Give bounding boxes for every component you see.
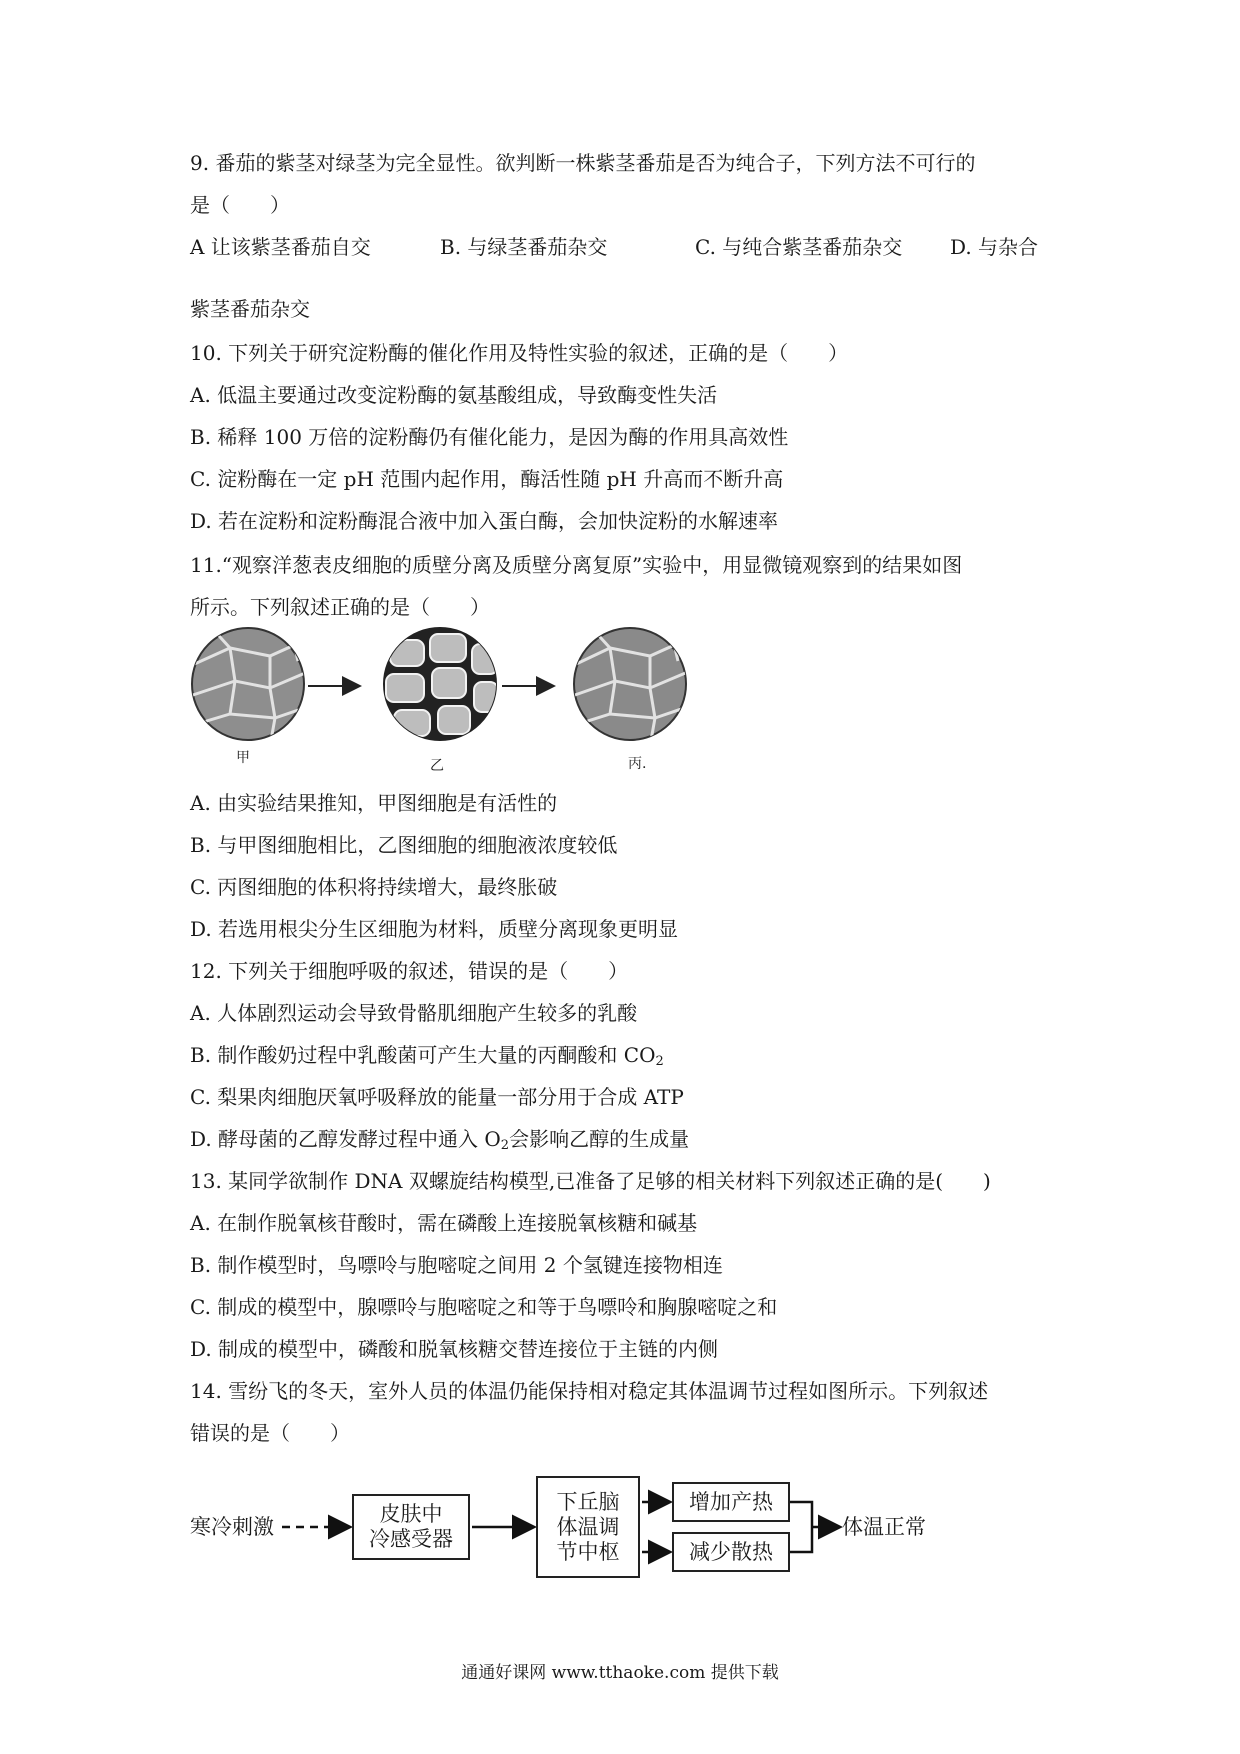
q14-stem-line1: 14. 雪纷飞的冬天，室外人员的体温仍能保持相对稳定其体温调节过程如图所示。下列叙述 (190, 1379, 989, 1403)
micrograph-svg (190, 626, 720, 776)
merge-bracket (790, 1502, 812, 1552)
q12-option-b-subscript: 2 (655, 1054, 664, 1069)
normal-temperature-label: 体温正常 (842, 1515, 926, 1539)
center-line3: 节中枢 (556, 1539, 620, 1564)
q12-option-b-text: B. 制作酸奶过程中乳酸菌可产生大量的丙酮酸和 CO (190, 1043, 656, 1067)
q11-micrograph-figure (190, 626, 720, 776)
center-line2: 体温调 (556, 1514, 620, 1539)
skin-cold-receptor-box (352, 1494, 470, 1560)
q13-stem: 13. 某同学欲制作 DNA 双螺旋结构模型,已准备了足够的相关材料下列叙述正确的是( ) (190, 1169, 991, 1193)
q11-option-a: A. 由实验结果推知，甲图细胞是有活性的 (190, 791, 558, 815)
q13-option-a: A. 在制作脱氧核苷酸时，需在磷酸上连接脱氧核糖和碱基 (190, 1211, 698, 1235)
q10-option-a: A. 低温主要通过改变淀粉酶的氨基酸组成，导致酶变性失活 (190, 383, 718, 407)
q13-option-d: D. 制成的模型中，磷酸和脱氧核糖交替连接位于主链的内侧 (190, 1337, 719, 1361)
label-yi: 乙 (430, 758, 444, 774)
q9-option-c: C. 与纯合紫茎番茄杂交 (695, 235, 903, 259)
q13-option-c: C. 制成的模型中，腺嘌呤与胞嘧啶之和等于鸟嘌呤和胸腺嘧啶之和 (190, 1295, 778, 1319)
q11-option-d: D. 若选用根尖分生区细胞为材料，质壁分离现象更明显 (190, 917, 679, 941)
receptor-line2: 冷感受器 (369, 1527, 453, 1551)
q14-flow-diagram (190, 1474, 970, 1584)
q12-option-a: A. 人体剧烈运动会导致骨骼肌细胞产生较多的乳酸 (190, 1001, 638, 1025)
q10-option-d: D. 若在淀粉和淀粉酶混合液中加入蛋白酶，会加快淀粉的水解速率 (190, 509, 779, 533)
q9-option-a: A 让该紫茎番茄自交 (190, 235, 371, 259)
page-footer: 通通好课网 www.tthaoke.com 提供下载 (461, 1663, 779, 1683)
increase-heat-production-box: 增加产热 (672, 1482, 790, 1522)
q9-stem-line2: 是（ ） (190, 193, 290, 217)
q9-option-d-continuation: 紫茎番茄杂交 (190, 297, 310, 321)
cell-image-bing (572, 626, 690, 746)
q11-stem-line1: 11.“观察洋葱表皮细胞的质壁分离及质壁分离复原”实验中，用显微镜观察到的结果如图 (190, 553, 963, 577)
q10-option-b: B. 稀释 100 万倍的淀粉酶仍有催化能力，是因为酶的作用具高效性 (190, 425, 789, 449)
q11-stem-line2: 所示。下列叙述正确的是（ ） (190, 595, 490, 619)
reduce-heat-loss-box: 减少散热 (672, 1532, 790, 1572)
q13-option-b: B. 制作模型时，鸟嘌呤与胞嘧啶之间用 2 个氢键连接物相连 (190, 1253, 723, 1277)
q11-option-c: C. 丙图细胞的体积将持续增大，最终胀破 (190, 875, 558, 899)
center-line1: 下丘脑 (556, 1489, 620, 1514)
q10-stem: 10. 下列关于研究淀粉酶的催化作用及特性实验的叙述，正确的是（ ） (190, 341, 849, 365)
q9-option-d: D. 与杂合 (950, 235, 1039, 259)
q11-option-b: B. 与甲图细胞相比，乙图细胞的细胞液浓度较低 (190, 833, 618, 857)
cold-stimulus-label: 寒冷刺激 (190, 1515, 274, 1539)
cell-image-jia (190, 626, 310, 746)
label-jia: 甲 (236, 750, 250, 766)
q12-option-c: C. 梨果肉细胞厌氧呼吸释放的能量一部分用于合成 ATP (190, 1085, 684, 1109)
q12-option-b (190, 1042, 664, 1068)
q12-option-d-text: D. 酵母菌的乙醇发酵过程中通入 O (190, 1127, 501, 1151)
q9-stem-line1: 9. 番茄的紫茎对绿茎为完全显性。欲判断一株紫茎番茄是否为纯合子，下列方法不可行的 (190, 151, 976, 175)
q12-stem: 12. 下列关于细胞呼吸的叙述，错误的是（ ） (190, 959, 629, 983)
q14-stem-line2: 错误的是（ ） (190, 1421, 350, 1445)
receptor-line1: 皮肤中 (379, 1502, 443, 1526)
q9-option-b: B. 与绿茎番茄杂交 (440, 235, 608, 259)
q12-option-d-tail: 会影响乙醇的生成量 (509, 1127, 690, 1151)
cell-image-yi (384, 628, 498, 740)
q12-option-d-subscript: 2 (500, 1138, 510, 1153)
hypothalamus-center-box (536, 1476, 640, 1578)
q12-option-d (190, 1126, 689, 1152)
label-bing: 丙. (628, 756, 647, 772)
q10-option-c: C. 淀粉酶在一定 pH 范围内起作用，酶活性随 pH 升高而不断升高 (190, 467, 784, 491)
